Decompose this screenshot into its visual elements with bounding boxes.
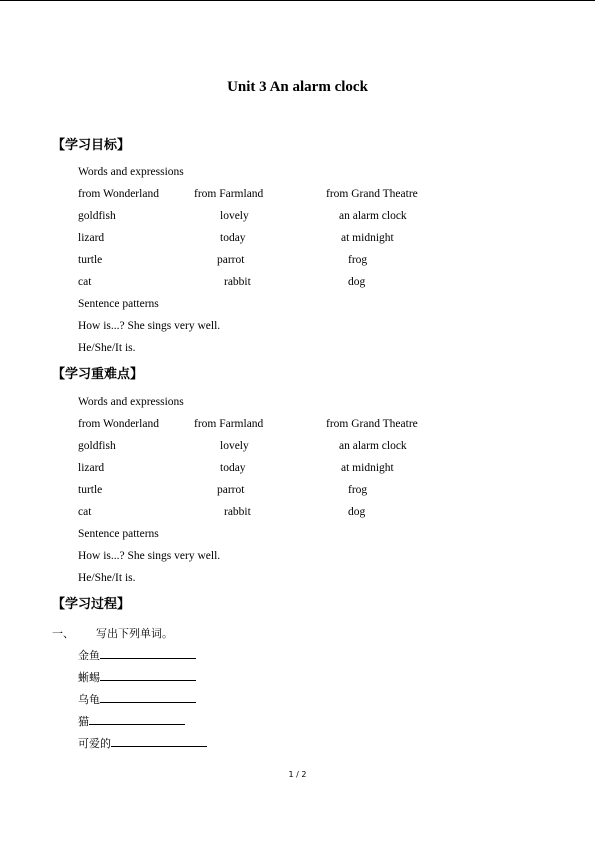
fill-in-word: 蜥蜴 [78,671,100,684]
answer-blank[interactable] [100,647,196,659]
word-cell: from Wonderland [78,188,159,200]
fill-in-item [78,713,185,729]
word-cell: at midnight [341,232,394,244]
sentence-label: Sentence patterns [78,298,159,310]
page-number: 1 / 2 [288,770,307,779]
word-cell: frog [348,484,368,496]
sentence-line: How is...? She sings very well. [78,320,221,332]
word-cell: from Wonderland [78,418,159,430]
word-cell: lovely [220,440,249,452]
word-cell: parrot [217,254,245,266]
word-cell: lovely [220,210,249,222]
word-cell: frog [348,254,368,266]
fill-in-word: 猫 [78,715,89,728]
answer-blank[interactable] [111,735,207,747]
word-cell: from Farmland [194,188,264,200]
word-cell: parrot [217,484,245,496]
sentence-line: How is...? She sings very well. [78,550,221,562]
word-cell: rabbit [224,506,251,518]
page-title: Unit 3 An alarm clock [227,79,368,95]
word-cell: from Grand Theatre [326,418,418,430]
exercise-prompt: 写出下列单词。 [96,627,173,640]
word-cell: turtle [78,484,103,496]
section-heading-objectives: 【学习目标】 [52,138,131,153]
word-cell: turtle [78,254,103,266]
word-cell: rabbit [224,276,251,288]
word-cell: today [220,232,246,244]
word-cell: from Farmland [194,418,264,430]
word-cell: dog [348,276,366,288]
answer-blank[interactable] [100,691,196,703]
word-cell: cat [78,276,92,288]
word-cell: at midnight [341,462,394,474]
words-label: Words and expressions [78,396,184,408]
word-cell: an alarm clock [339,210,407,222]
word-cell: lizard [78,232,105,244]
fill-in-word: 乌龟 [78,693,100,706]
fill-in-item [78,735,207,751]
word-cell: goldfish [78,440,116,452]
exercise-number: 一、 [52,627,74,640]
fill-in-item [78,691,196,707]
answer-blank[interactable] [100,669,196,681]
fill-in-item [78,669,196,685]
fill-in-word: 金鱼 [78,649,100,662]
fill-in-item [78,647,196,663]
section-heading-process: 【学习过程】 [52,597,131,612]
word-cell: today [220,462,246,474]
word-cell: goldfish [78,210,116,222]
word-cell: cat [78,506,92,518]
fill-in-word: 可爱的 [78,737,111,750]
word-cell: from Grand Theatre [326,188,418,200]
sentence-line: He/She/It is. [78,342,136,354]
section-heading-key-points: 【学习重难点】 [52,367,144,382]
top-border-line [0,0,595,1]
word-cell: an alarm clock [339,440,407,452]
answer-blank[interactable] [89,713,185,725]
word-cell: dog [348,506,366,518]
word-cell: lizard [78,462,105,474]
sentence-label: Sentence patterns [78,528,159,540]
words-label: Words and expressions [78,166,184,178]
sentence-line: He/She/It is. [78,572,136,584]
